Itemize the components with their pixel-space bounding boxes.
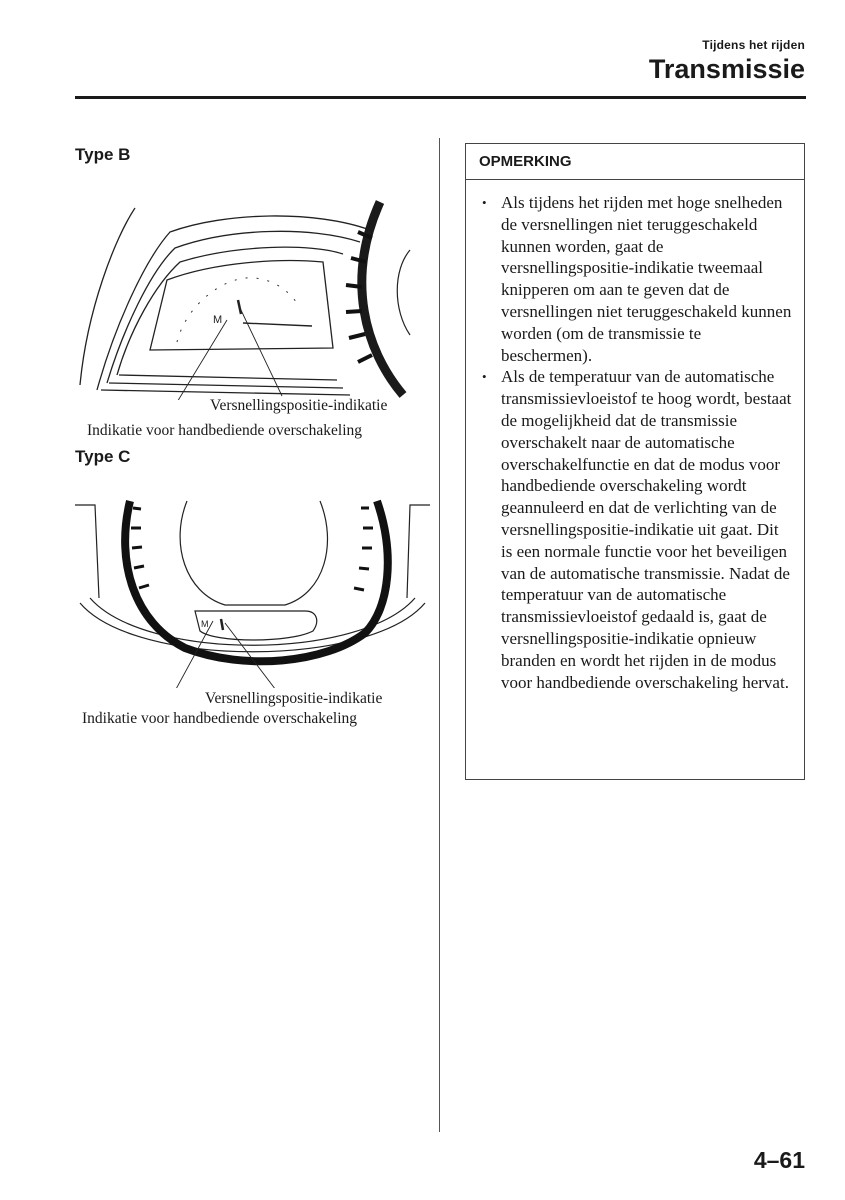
type-c-callout-manual-shift: Indikatie voor handbediende overschakeling: [82, 710, 358, 727]
column-divider: [439, 138, 440, 1132]
type-b-gear-glyph: M: [213, 314, 223, 326]
note-item: • Als tijdens het rijden met hoge snelheden de versnellingen niet teruggeschakeld kunnen worden, gaat de versnellingspositie-indikatie tweemaal knipperen om aan te geven dat de versnellingen niet teruggeschakeld kunnen worden (om de transmissie te beschermen).: [478, 192, 794, 366]
note-box: [465, 143, 805, 780]
type-b-callout-gear-position: Versnellingspositie-indikatie: [210, 397, 388, 414]
type-c-callout-gear-position: Versnellingspositie-indikatie: [205, 690, 383, 707]
section-label: Tijdens het rijden: [702, 38, 805, 52]
type-b-callout-manual-shift: Indikatie voor handbediende overschakeling: [87, 422, 363, 439]
type-c-illustration: [75, 493, 430, 688]
type-c-gear-glyph: M: [201, 619, 209, 629]
note-item: • Als de temperatuur van de automatische transmissievloeistof te hoog wordt, bestaat de mogelijkheid dat de transmissie overschakelt naar de automatische overschakelfunctie en dat de modus voor handbediende overschakeling wordt geannuleerd en dat de verlichting van de versnellingspositie-indikatie uit gaat. Dit is een normale functie voor het beveiligen van de automatische transmissie. Nadat de temperatuur van de automatische transmissievloeistof gedaald is, gaat de versnellingspositie-indikatie opnieuw branden en wordt het rijden in de modus voor handbediende overschakeling hervat.: [478, 366, 794, 693]
note-heading: OPMERKING: [466, 144, 804, 180]
page-title: Transmissie: [648, 54, 805, 84]
note-list: [466, 180, 804, 693]
type-c-label: Type C: [75, 447, 131, 466]
page-number: 4–61: [753, 1147, 805, 1173]
type-b-illustration: [75, 190, 430, 400]
header-rule: [75, 96, 806, 99]
type-b-label: Type B: [75, 145, 131, 164]
